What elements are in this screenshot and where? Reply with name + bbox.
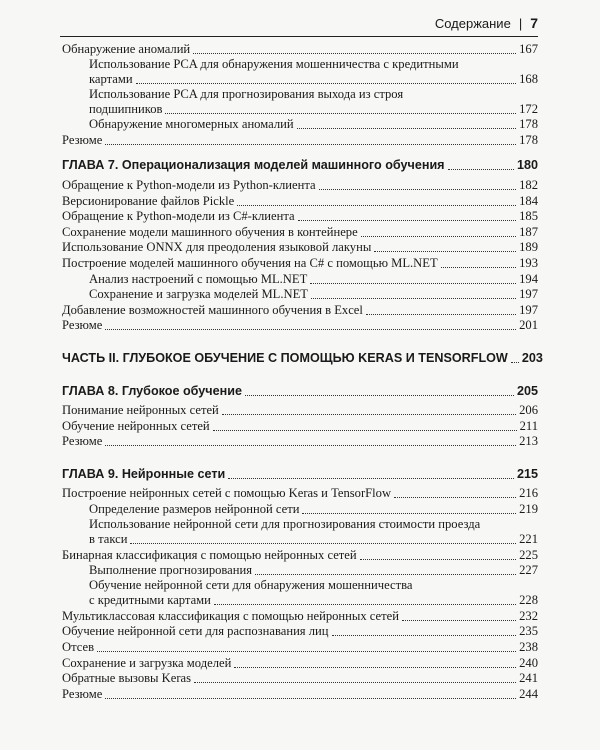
toc-entry[interactable] [62,240,538,256]
toc-entry[interactable] [62,193,538,209]
toc-entry-page: 185 [519,209,538,224]
toc-entry-title: Обучение нейронных сетей [62,418,210,433]
leader-dots [165,113,516,114]
toc-entry[interactable] [62,578,538,608]
toc-entry-title: Добавление возможностей машинного обучения в Excel [62,302,363,317]
toc-entry-title: Сохранение и загрузка моделей ML.NET [89,287,308,302]
toc-chapter-page: 180 [516,158,538,173]
toc-chapter-title: ГЛАВА 7. Операционализация моделей машинного обучения [62,158,445,173]
toc-entry-title: Обнаружение аномалий [62,41,191,56]
header-separator: | [518,16,523,31]
toc-entry-title-continued: с кредитными картами [89,593,211,608]
leader-dots [228,478,514,479]
leader-dots [234,667,516,668]
toc-entry-page: 172 [519,101,538,116]
toc-entry-title-continued: подшипников [89,101,163,116]
leader-dots [130,543,516,544]
toc-chapter-9[interactable] [62,466,538,482]
toc-entry-title: Построение моделей машинного обучения на C# с помощью ML.NET [62,255,438,270]
leader-dots [441,267,516,268]
toc-entry-title: Обращение к Python-модели из C#-клиента [62,209,295,224]
toc-entry-page: 168 [519,71,538,86]
toc-entry-page: 206 [519,403,538,418]
toc-entry[interactable] [62,318,538,334]
toc-entry-page: 182 [519,177,538,192]
toc-entry-page: 178 [519,117,538,132]
toc-entry[interactable] [62,302,538,318]
toc-entry-title: Понимание нейронных сетей [62,403,219,418]
leader-dots [394,497,516,498]
toc-entry-title: Анализ настроений с помощью ML.NET [89,271,308,286]
toc-part-page: 203 [521,350,543,365]
toc-entry-page: 232 [519,608,538,623]
toc-entry-title: Определение размеров нейронной сети [89,502,300,517]
toc-entry-page: 216 [519,486,538,501]
toc-entry-title: Резюме [62,434,103,449]
toc-entry[interactable] [62,41,538,57]
toc-chapter-title: ГЛАВА 9. Нейронные сети [62,466,226,481]
toc-entry-title: Построение нейронных сетей с помощью Keras и TensorFlow [62,486,392,501]
toc-entry-page: 244 [519,686,538,701]
toc-entry-title: Обратные вызовы Keras [62,671,192,686]
toc-entry-page: 193 [519,255,538,270]
leader-dots [361,236,516,237]
toc-entry-title: Обращение к Python-модели из Python-клиента [62,177,316,192]
toc-entry-page: 228 [519,593,538,608]
leader-dots [136,83,517,84]
leader-dots [402,620,516,621]
toc-entry-title: Обучение нейронной сети для обнаружения мошенничества [89,578,413,593]
leader-dots [255,574,516,575]
leader-dots [511,362,519,363]
toc-entry-page: 225 [519,547,538,562]
toc-entry-title: Резюме [62,686,103,701]
toc-entry[interactable] [62,418,538,434]
running-header [60,14,538,36]
toc-entry[interactable] [62,224,538,240]
toc-entry-title: Обучение нейронной сети для распознавания лиц [62,624,329,639]
leader-dots [193,53,516,54]
toc-entry-page: 219 [519,502,538,517]
toc-entry[interactable] [62,57,538,87]
toc-chapter-page: 205 [516,383,538,398]
leader-dots [105,329,516,330]
leader-dots [298,220,517,221]
toc-entry-title: Сохранение и загрузка моделей [62,655,232,670]
toc-entry[interactable] [62,287,538,303]
toc-entry-page: 167 [519,41,538,56]
toc-entry[interactable] [62,563,538,579]
toc-entry-page: 241 [519,671,538,686]
toc-entry-title: Использование ONNX для преодоления языковой лакуны [62,240,372,255]
toc-entry-page: 184 [519,193,538,208]
toc-part-title: ЧАСТЬ II. ГЛУБОКОЕ ОБУЧЕНИЕ С ПОМОЩЬЮ KERAS И TENSORFLOW [62,350,508,365]
leader-dots [374,251,516,252]
toc-entry[interactable] [62,608,538,624]
toc-entry-title: Использование PCA для обнаружения мошенничества с кредитными [89,56,459,71]
leader-dots [448,169,514,170]
leader-dots [213,430,517,431]
toc-entry-title: Резюме [62,318,103,333]
toc-entry-page: 197 [519,287,538,302]
toc-entry-page: 194 [519,271,538,286]
leader-dots [366,314,516,315]
leader-dots [194,682,516,683]
toc-entry[interactable] [62,655,538,671]
toc-entry-title-continued: в такси [89,532,128,547]
toc-entry-title: Использование нейронной сети для прогнозирования стоимости проезда [89,517,481,532]
toc-entry[interactable] [62,117,538,133]
leader-dots [319,189,517,190]
leader-dots [222,414,516,415]
header-page-number: 7 [530,15,538,31]
header-rule [60,36,538,37]
toc-entry[interactable] [62,132,538,148]
toc-entry-title: Бинарная классификация с помощью нейронных сетей [62,547,357,562]
toc-entry[interactable] [62,547,538,563]
toc-entry-page: 187 [519,224,538,239]
toc-entry-title: Использование PCA для прогнозирования выхода из строя [89,86,404,101]
leader-dots [105,698,516,699]
toc-entry-page: 178 [519,132,538,147]
toc-chapter-7[interactable] [62,158,538,174]
table-of-contents [62,41,543,702]
toc-entry-title: Выполнение прогнозирования [89,563,253,578]
toc-entry-page: 211 [519,418,538,433]
toc-entry[interactable] [62,501,538,517]
leader-dots [302,513,516,514]
toc-entry[interactable] [62,434,538,450]
toc-entry[interactable] [62,486,538,502]
toc-entry[interactable] [62,209,538,225]
toc-entry[interactable] [62,271,538,287]
toc-entry[interactable] [62,686,538,702]
toc-entry[interactable] [62,177,538,193]
toc-entry[interactable] [62,624,538,640]
toc-entry[interactable] [62,255,538,271]
leader-dots [237,205,516,206]
toc-entry-title: Мультиклассовая классификация с помощью нейронных сетей [62,608,399,623]
toc-entry-title: Сохранение модели машинного обучения в контейнере [62,224,358,239]
toc-entry-page: 240 [519,655,538,670]
toc-entry-page: 213 [519,434,538,449]
toc-part-2[interactable] [62,350,543,366]
header-section-title: Содержание [434,16,511,31]
leader-dots [360,559,516,560]
toc-entry[interactable] [62,671,538,687]
toc-entry[interactable] [62,403,538,419]
toc-entry-title: Резюме [62,132,103,147]
toc-entry-title: Отсев [62,640,95,655]
toc-entry-title-continued: картами [89,71,133,86]
toc-entry-page: 197 [519,302,538,317]
toc-entry-page: 227 [519,563,538,578]
toc-entry-page: 201 [519,318,538,333]
toc-chapter-page: 215 [516,466,538,481]
toc-chapter-title: ГЛАВА 8. Глубокое обучение [62,383,242,398]
toc-entry[interactable] [62,639,538,655]
leader-dots [97,651,516,652]
toc-entry-title: Обнаружение многомерных аномалий [89,117,294,132]
toc-entry-page: 189 [519,240,538,255]
toc-entry-page: 235 [519,624,538,639]
toc-entry-page: 238 [519,640,538,655]
leader-dots [245,395,514,396]
leader-dots [105,144,516,145]
leader-dots [297,128,517,129]
leader-dots [310,283,516,284]
leader-dots [214,604,516,605]
leader-dots [311,298,516,299]
leader-dots [332,635,517,636]
toc-entry[interactable] [62,87,538,117]
toc-entry-title: Версионирование файлов Pickle [62,193,235,208]
toc-chapter-8[interactable] [62,383,538,399]
leader-dots [105,445,516,446]
toc-entry-page: 221 [519,532,538,547]
toc-entry[interactable] [62,517,538,547]
